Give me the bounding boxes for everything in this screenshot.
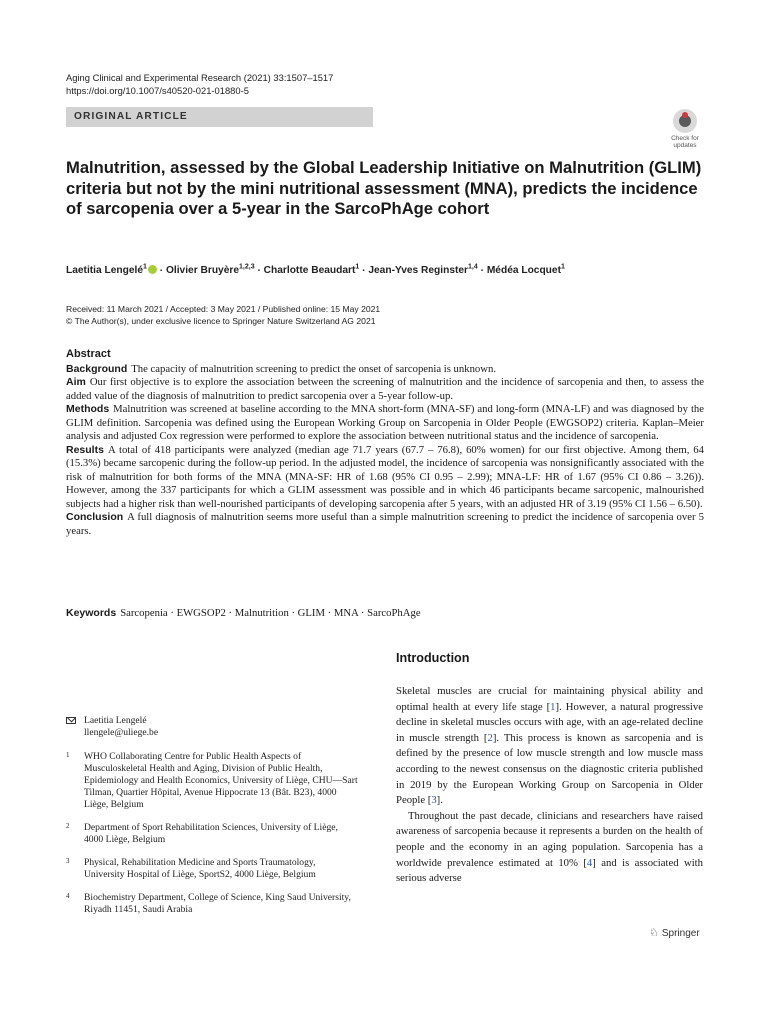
text-run: Throughout the past decade, clinicians and researchers have raised awareness of sarcopenia because it represents a burden on the health of people and the economy in an aging population. Sarcopenia has a worldwide prevalence estimated at 10% [	[396, 809, 703, 869]
author[interactable]	[264, 265, 360, 276]
affiliation	[66, 892, 358, 916]
abstract-section	[66, 444, 704, 512]
abstract-section	[66, 403, 704, 444]
keywords-label: Keywords	[66, 607, 117, 619]
author-name: Médéa Locquet	[486, 265, 561, 277]
journal-header	[66, 72, 333, 97]
affiliation-text: WHO Collaborating Centre for Public Health Aspects of Musculoskeletal Health and Aging, Division of Public Health, Epidemiology and Health Economics, University of Liège, CHU—Sart Tilman, Quartier Hôpital, Avenue Hippocrate 13 (Bât. B23), 4000 Liège, Belgium	[84, 751, 358, 810]
affiliation-text: Physical, Rehabilitation Medicine and Sports Traumatology, University Hospital of Liège, SportS2, 4000 Liège, Belgium	[84, 857, 316, 880]
abstract-section-text: A total of 418 participants were analyzed (median age 71.7 years (67.7 – 76.8), 60% women) for our first objective. Among them, 64 (15.3%) became sarcopenic during the follow-up period. In the adjusted model, the incidence of sarcopenia was nonsignificantly associated with the risk of malnutrition for both forms of the MNA (MNA-SF: HR of 1.68 (95% CI 0.95 – 2.99); MNA-LF: HR of 1.67 (95% CI 0.86 – 3.26)). However, among the 337 participants for which a GLIM assessment was possible and in which 46 participants became sarcopenic, malnourished subjects had a higher risk than well-nourished participants of developing sarcopenia after 5 years, with an adjusted HR of 3.19 (95% CI 1.56 – 6.50).	[66, 443, 704, 510]
text-run: ] and is associated with serious adverse	[396, 856, 703, 885]
abstract-section-text: The capacity of malnutrition screening to predict the onset of sarcopenia is unknown.	[131, 362, 497, 375]
affiliation-text: Department of Sport Rehabilitation Sciences, University of Liège, 4000 Liège, Belgium	[84, 822, 338, 845]
author-separator: ·	[359, 265, 369, 277]
abstract-heading: Abstract	[66, 348, 111, 360]
publisher-name: Springer	[661, 928, 700, 939]
affiliation-number: 2	[66, 822, 70, 830]
affiliations	[66, 751, 358, 916]
publication-dates	[66, 303, 380, 327]
author-name: Jean-Yves Reginster	[368, 265, 469, 277]
author-affiliation-ref: 1,2,3	[239, 264, 255, 271]
abstract-section-label: Conclusion	[66, 511, 124, 523]
text-run: ]. This process is known as sarcopenia and is defined by the presence of low muscle strength and low muscle mass according to the newest consensus on the diagnostic criteria published in 2019 by the European Working Group on Sarcopenia in Older People [	[396, 731, 704, 807]
check-updates-label: Check for updates	[671, 135, 699, 149]
abstract	[66, 348, 704, 538]
keywords	[66, 607, 421, 619]
author-separator: ·	[477, 265, 487, 277]
author[interactable]	[166, 265, 255, 276]
correspondence-name: Laetitia Lengelé	[84, 715, 147, 726]
abstract-section-text: A full diagnosis of malnutrition seems more useful than a simple malnutrition screening to predict the incidence of sarcopenia over 5 years.	[66, 511, 704, 537]
correspondence-email[interactable]: llengele@uliege.be	[84, 727, 159, 738]
author-list	[66, 264, 726, 276]
affiliation	[66, 751, 358, 811]
author-affiliation-ref: 1	[143, 264, 147, 271]
springer-logo-icon: ♘	[649, 927, 659, 939]
envelope-icon	[66, 717, 76, 724]
journal-citation: Aging Clinical and Experimental Research (2021) 33:1507–1517	[66, 72, 334, 83]
citation-link[interactable]: 4	[586, 856, 593, 869]
abstract-section-label: Results	[66, 443, 104, 456]
abstract-section-label: Aim	[66, 376, 86, 388]
copyright-line: © The Author(s), under exclusive licence to Springer Nature Switzerland AG 2021	[66, 316, 376, 326]
text-run: ]. However, a natural progressive decline in skeletal muscles occurs with age, with an age-related decline in muscle strength [	[396, 700, 703, 744]
introduction-heading: Introduction	[396, 651, 470, 665]
citation-link[interactable]: 2	[487, 731, 493, 744]
abstract-section-label: Background	[66, 362, 128, 375]
author-affiliation-ref: 1	[355, 264, 360, 271]
publisher-footer	[649, 926, 700, 939]
author-name: Charlotte Beaudart	[263, 265, 356, 277]
orcid-icon[interactable]	[148, 265, 157, 274]
check-for-updates-badge[interactable]	[667, 109, 703, 149]
author-separator: ·	[254, 265, 264, 277]
article-title: Malnutrition, assessed by the Global Leadership Initiative on Malnutrition (GLIM) criteria but not by the mini nutritional assessment (MNA), predicts the incidence of sarcopenia over a 5-year in the SarcoPhAge cohort	[66, 158, 702, 219]
author-affiliation-ref: 1,4	[468, 264, 478, 271]
affiliation-text: Biochemistry Department, College of Science, King Saud University, Riyadh 11451, Saudi Arabia	[84, 892, 351, 915]
introduction-paragraph	[396, 809, 703, 887]
received-accepted-dates: Received: 11 March 2021 / Accepted: 3 May 2021 / Published online: 15 May 2021	[66, 304, 381, 314]
doi-link[interactable]: https://doi.org/10.1007/s40520-021-01880-5	[66, 84, 249, 96]
abstract-section	[66, 363, 704, 377]
introduction-body	[396, 684, 703, 887]
author-name: Laetitia Lengelé	[66, 265, 143, 277]
citation-link[interactable]: 1	[550, 700, 556, 713]
introduction-paragraph	[396, 684, 703, 809]
author[interactable]	[368, 265, 477, 276]
author[interactable]	[66, 265, 157, 276]
text-run: ].	[436, 794, 443, 807]
affiliation-number: 3	[66, 857, 70, 865]
keywords-list: Sarcopenia · EWGSOP2 · Malnutrition · GLIM · MNA · SarcoPhAge	[120, 607, 421, 619]
author-footnotes	[66, 715, 358, 927]
author[interactable]	[487, 265, 565, 276]
affiliation	[66, 822, 358, 846]
affiliation-number: 4	[66, 892, 70, 900]
abstract-section-text: Our first objective is to explore the association between the screening of malnutrition and the incidence of sarcopenia and then, to assess the added value of the diagnosis of malnutrition to predict sarcopenia over a 5-year follow-up.	[66, 376, 704, 402]
author-separator: ·	[156, 265, 166, 277]
abstract-sections	[66, 363, 704, 539]
author-affiliation-ref: 1	[560, 264, 565, 271]
abstract-section-label: Methods	[66, 403, 110, 415]
abstract-section	[66, 511, 704, 538]
abstract-section-text: Malnutrition was screened at baseline according to the MNA short-form (MNA-SF) and long-form (MNA-LF) and was diagnosed by the GLIM definition. Sarcopenia was defined using the European Working Group on Sarcopenia in Older People (EWGSOP2) criteria. Kaplan–Meier analysis and adjusted Cox regression were performed to explore the association between nutritional status and the incidence of sarcopenia.	[66, 403, 704, 442]
abstract-section	[66, 376, 704, 403]
affiliation-number: 1	[66, 751, 70, 759]
article-type-bar	[66, 107, 373, 127]
author-name: Olivier Bruyère	[165, 265, 240, 277]
correspondence	[66, 715, 358, 739]
citation-link[interactable]: 3	[431, 794, 437, 807]
text-run: Skeletal muscles are crucial for maintaining physical ability and optimal health at every life stage [	[396, 685, 703, 713]
article-type-label: ORIGINAL ARTICLE	[74, 111, 188, 122]
crossmark-icon	[673, 109, 697, 133]
affiliation	[66, 857, 358, 881]
